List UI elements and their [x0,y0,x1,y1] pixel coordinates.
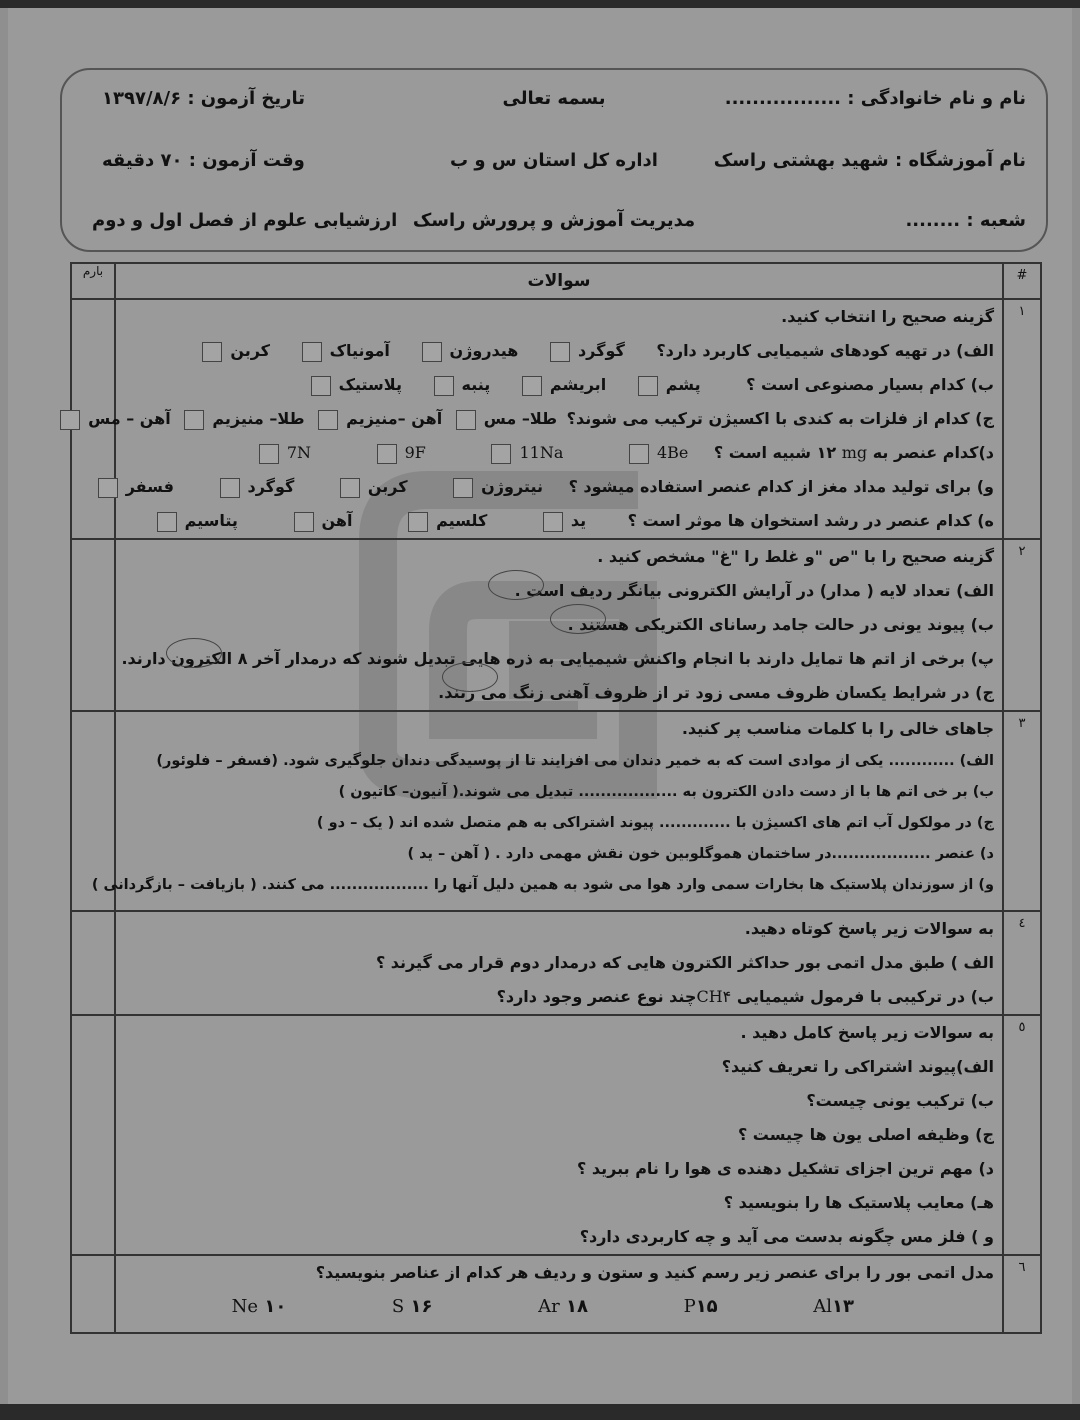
answer-oval[interactable] [442,662,498,692]
question-text-tail: ۱۲ شبیه است ؟ [713,443,837,462]
question-title: به سوالات زیر پاسخ کامل دهید . [740,1023,994,1042]
question-row-6 [71,1255,1041,1333]
checkbox[interactable] [543,512,563,532]
number-column-header: # [1003,263,1041,299]
question-number: ٦ [1003,1255,1041,1333]
checkbox[interactable] [98,478,118,498]
fill-blank-item: و) از سوزندان پلاستیک ها بخارات سمی وارد هوا می شود به همین دلیل آنها را .................. می کنند. ( بازیافت – بازگردانی ) [91,877,994,893]
element-item: ۱۰ Ne [231,1296,287,1317]
question-3 [91,711,1003,911]
question-4 [115,911,1003,1015]
chemical-formula: CH۴ [696,987,732,1006]
checkbox[interactable] [311,376,331,396]
question-row-4 [71,911,1041,1015]
option[interactable]: هیدروژن [422,334,519,368]
question-text: ه) کدام عنصر در رشد استخوان ها موثر است ؟ [627,511,994,530]
branch-field: شعبه : ........ [905,210,1026,231]
option[interactable]: پلاستیک [311,368,402,402]
question-number: ٤ [1003,911,1041,1015]
school-name: نام آموزشگاه : شهید بهشتی راسک [713,150,1026,171]
checkbox[interactable] [408,512,428,532]
question-1f [124,504,994,538]
checkbox[interactable] [422,342,442,362]
option[interactable]: آهن –منیزیم [318,402,442,436]
option[interactable]: طلا– منیزیم [184,402,304,436]
long-answer-item: ب) ترکیب یونی چیست؟ [806,1091,994,1110]
question-6 [115,1255,1003,1333]
checkbox[interactable] [60,410,80,430]
office-name: اداره کل استان س و ب [450,150,658,171]
question-row-3 [71,711,1041,911]
option[interactable]: 4Be [629,436,688,470]
question-title: مدل اتمی بور را برای عنصر زیر رسم کنید و ستون و ردیف هر کدام از عناصر بنویسید؟ [315,1263,994,1282]
option[interactable]: ید [543,504,586,538]
true-false-item: الف) تعداد لایه ( مدار) در آرایش الکترونی بیانگر ردیف است . [124,574,994,608]
score-cell [71,539,115,711]
exam-date: تاریخ آزمون : ۱۳۹۷/۸/۶ [102,88,306,109]
fill-blank-item: د) عنصر ..................در ساختمان هموگلوبین خون نقش مهمی دارد . ( آهن – ید ) [407,846,994,862]
question-1d [124,436,994,470]
questions-column-header: سوالات [115,263,1003,299]
bottom-bar [0,1404,1080,1420]
short-answer-item: ب) در ترکیبی با فرمول شیمیایی CH۴چند نوع عنصر وجود دارد؟ [496,987,994,1006]
checkbox[interactable] [456,410,476,430]
long-answer-item: د) مهم ترین اجزای تشکیل دهنده ی هوا را نام ببرید ؟ [577,1159,994,1178]
checkbox[interactable] [638,376,658,396]
short-answer-item: الف ) طبق مدل اتمی بور حداکثر الکترون هایی که درمدار دوم قرار می گیرند ؟ [375,953,994,972]
element-list [124,1290,994,1324]
top-bar [0,0,1080,8]
question-row-1 [71,299,1041,539]
answer-oval[interactable] [488,570,544,600]
option[interactable]: آهن [294,504,353,538]
question-row-2 [71,539,1041,711]
checkbox[interactable] [491,444,511,464]
checkbox[interactable] [259,444,279,464]
answer-oval[interactable] [550,604,606,634]
element-item: ۱۶ S [391,1296,433,1317]
option[interactable]: ابریشم [522,368,606,402]
long-answer-item: ج) وظیفه اصلی یون ها چیست ؟ [737,1125,994,1144]
checkbox[interactable] [157,512,177,532]
question-text: ج) کدام از فلزات به کندی با اکسیژن ترکیب می شوند؟ [566,409,994,428]
long-answer-item: هـ) معایب پلاستیک ها را بنویسید ؟ [723,1193,994,1212]
exam-duration: وقت آزمون : ۷۰ دقیقه [102,150,305,171]
checkbox[interactable] [629,444,649,464]
long-answer-item: و ) فلز مس چگونه بدست می آید و چه کاربردی دارد؟ [579,1227,994,1246]
table-header-row [71,263,1041,299]
checkbox[interactable] [522,376,542,396]
unit-label: mg [841,443,868,462]
question-text: الف) در تهیه کودهای شیمیایی کاربرد دارد؟ [656,341,994,360]
student-name-field: نام و نام خانوادگی : ................. [724,88,1026,109]
option[interactable]: فسفر [98,470,174,504]
question-title: گزینه صحیح را انتخاب کنید. [781,307,994,326]
option[interactable]: گوگرد [220,470,295,504]
score-cell [71,1015,115,1255]
option[interactable]: پتاسیم [157,504,238,538]
question-title: به سوالات زیر پاسخ کوتاه دهید. [744,919,994,938]
question-row-5 [71,1015,1041,1255]
option[interactable]: کلسیم [408,504,487,538]
checkbox[interactable] [340,478,360,498]
question-title: گزینه صحیح را با "ص "و غلط را "غ" مشخص کنید . [597,547,994,566]
question-text: و) برای تولید مداد مغز از کدام عنصر استفاده میشود ؟ [568,477,994,496]
checkbox[interactable] [220,478,240,498]
option[interactable]: نیتروژن [453,470,543,504]
checkbox[interactable] [318,410,338,430]
question-5 [115,1015,1003,1255]
question-1c [88,402,994,436]
score-column-header: بارم [71,263,115,299]
assessment-title: ارزشیابی علوم از فصل اول و دوم [92,210,398,231]
option[interactable]: کربن [202,334,270,368]
fill-blank-item: ج) در مولکول آب اتم های اکسیژن با ............. پیوند اشتراکی به هم متصل شده اند ( یک – دو ) [316,815,994,831]
questions-table [70,262,1042,1334]
question-1 [88,299,1003,539]
question-1e [124,470,994,504]
answer-oval[interactable] [166,638,222,668]
question-number: ٣ [1003,711,1041,911]
question-2 [115,539,1003,711]
basmeh: بسمه تعالی [502,88,606,109]
true-false-item: ب) پیوند یونی در حالت جامد رسانای الکتریکی هستند . [124,608,994,642]
question-number: ٢ [1003,539,1041,711]
score-cell [71,1255,115,1333]
option[interactable]: کربن [340,470,408,504]
exam-header [60,68,1048,252]
checkbox[interactable] [202,342,222,362]
fill-blank-item: ب) بر خی اتم ها با از دست دادن الکترون به .................. تبدیل می شوند.( آنیون– کاتیون ) [338,784,994,800]
option[interactable]: آهن – مس [60,402,171,436]
question-text: د)کدام عنصر به [872,443,994,462]
long-answer-item: الف)پیوند اشتراکی را تعریف کنید؟ [721,1057,994,1076]
option[interactable]: طلا– مس [456,402,557,436]
checkbox[interactable] [550,342,570,362]
checkbox[interactable] [184,410,204,430]
true-false-item: پ) برخی از اتم ها تمایل دارند با انجام واکنش شیمیایی به ذره هایی تبدیل شوند که درمدار آخر ۸ الکترون دارند. [124,642,994,676]
checkbox[interactable] [302,342,322,362]
option[interactable]: گوگرد [550,334,625,368]
question-title: جاهای خالی را با کلمات مناسب پر کنید. [681,719,994,738]
question-1b [124,368,994,402]
checkbox[interactable] [294,512,314,532]
option[interactable]: 9F [377,436,426,470]
option[interactable]: آمونیاک [302,334,390,368]
true-false-item: ج) در شرایط یکسان ظروف مسی زود تر از ظروف آهنی زنگ می زنند. [124,676,994,710]
element-item: ۱۳Al [813,1296,854,1317]
checkbox[interactable] [453,478,473,498]
question-text: ب) کدام بسیار مصنوعی است ؟ [746,375,994,394]
element-item: ۱۵P [683,1296,718,1317]
score-cell [71,911,115,1015]
option[interactable]: پشم [638,368,701,402]
checkbox[interactable] [434,376,454,396]
element-item: ۱۸ Ar [538,1296,588,1317]
option[interactable]: پنبه [434,368,491,402]
question-number: ١ [1003,299,1041,539]
fill-blank-item: الف) ............ یکی از موادی است که به خمیر دندان می افزایند تا از پوسیدگی دندان جلوگیری شود. (فسفر – فلوئور) [156,753,994,769]
option[interactable]: 11Na [491,436,563,470]
checkbox[interactable] [377,444,397,464]
question-1a [124,334,994,368]
management-name: مدیریت آموزش و پرورش راسک [412,210,696,231]
question-number: ٥ [1003,1015,1041,1255]
option[interactable]: 7N [259,436,311,470]
